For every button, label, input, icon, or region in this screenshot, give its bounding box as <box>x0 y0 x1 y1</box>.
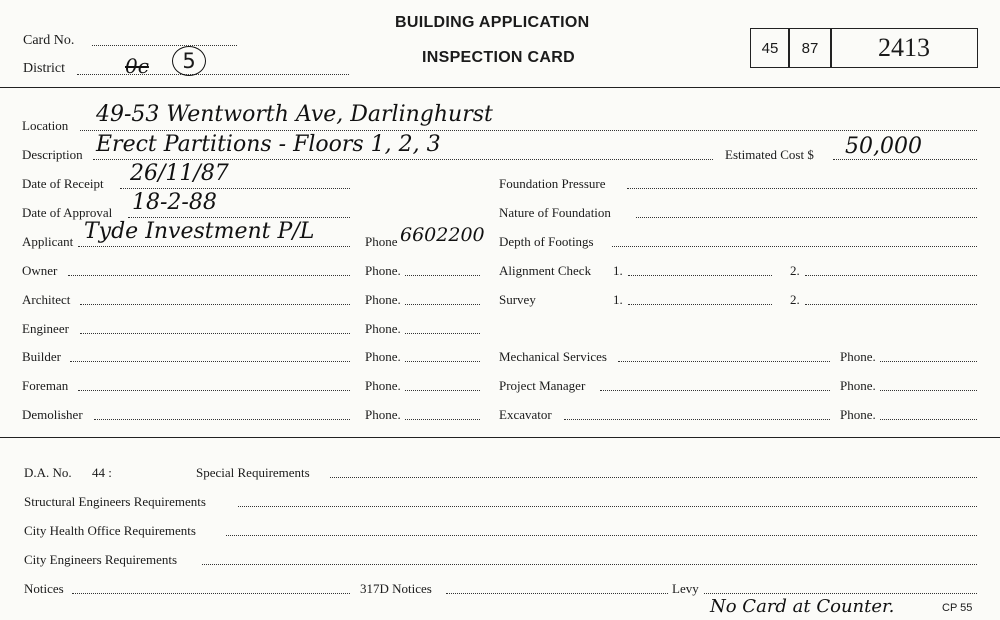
survey-1-label: 1. <box>613 292 623 307</box>
date-of-approval-label: Date of Approval <box>22 205 113 220</box>
excavator-phone-field[interactable] <box>880 419 977 420</box>
architect-phone-field[interactable] <box>405 304 480 305</box>
excavator-phone-label: Phone. <box>840 407 876 422</box>
date-of-approval-value: 18-2-88 <box>132 190 217 215</box>
project-manager-label: Project Manager <box>499 378 586 393</box>
foreman-label: Foreman <box>22 378 69 393</box>
notices-317d-label: 317D Notices <box>360 581 432 596</box>
architect-phone-label: Phone. <box>365 292 401 307</box>
foundation-pressure-field[interactable] <box>627 188 977 189</box>
owner-field[interactable] <box>68 275 350 276</box>
location-field[interactable] <box>80 130 977 131</box>
structural-engineers-field[interactable] <box>238 506 977 507</box>
ref-box-1: 45 <box>750 28 790 68</box>
description-field[interactable] <box>93 159 713 160</box>
mechanical-services-phone-field[interactable] <box>880 361 977 362</box>
estimated-cost-value: 50,000 <box>845 134 922 159</box>
date-of-receipt-value: 26/11/87 <box>130 161 229 186</box>
mechanical-services-label: Mechanical Services <box>499 349 607 364</box>
district-circled-value: 5 <box>172 46 206 76</box>
applicant-field[interactable] <box>78 246 350 247</box>
mechanical-services-phone-label: Phone. <box>840 349 876 364</box>
applicant-value: Tyde Investment P/L <box>84 219 315 244</box>
city-engineers-label: City Engineers Requirements <box>24 552 178 567</box>
depth-of-footings-field[interactable] <box>612 246 977 247</box>
levy-field[interactable] <box>704 593 977 594</box>
district-field[interactable] <box>77 74 349 75</box>
ref-box-2: 87 <box>788 28 832 68</box>
foreman-phone-label: Phone. <box>365 378 401 393</box>
alignment-check-1-label: 1. <box>613 263 623 278</box>
date-of-receipt-label: Date of Receipt <box>22 176 104 191</box>
structural-engineers-label: Structural Engineers Requirements <box>24 494 206 509</box>
estimated-cost-label: Estimated Cost $ <box>725 147 814 162</box>
owner-phone-label: Phone. <box>365 263 401 278</box>
date-of-receipt-field[interactable] <box>120 188 350 189</box>
applicant-phone-value: 6602200 <box>400 224 485 246</box>
card-no-field[interactable] <box>92 45 237 46</box>
owner-label: Owner <box>22 263 58 278</box>
card-no-label: Card No. <box>23 33 75 48</box>
handwritten-note: No Card at Counter. <box>710 596 895 617</box>
survey-2-label: 2. <box>790 292 800 307</box>
survey-label: Survey <box>499 292 536 307</box>
demolisher-phone-label: Phone. <box>365 407 401 422</box>
survey-1-field[interactable] <box>628 304 772 305</box>
excavator-field[interactable] <box>564 419 830 420</box>
builder-field[interactable] <box>70 361 350 362</box>
architect-label: Architect <box>22 292 71 307</box>
applicant-phone-label: Phone <box>365 234 398 249</box>
foundation-pressure-label: Foundation Pressure <box>499 176 606 191</box>
ref-box-3: 2413 <box>830 28 978 68</box>
builder-phone-label: Phone. <box>365 349 401 364</box>
owner-phone-field[interactable] <box>405 275 480 276</box>
alignment-check-1-field[interactable] <box>628 275 772 276</box>
location-value: 49-53 Wentworth Ave, Darlinghurst <box>96 102 493 127</box>
demolisher-phone-field[interactable] <box>405 419 480 420</box>
demolisher-field[interactable] <box>94 419 350 420</box>
alignment-check-label: Alignment Check <box>499 263 592 278</box>
notices-317d-field[interactable] <box>446 593 668 594</box>
city-engineers-field[interactable] <box>202 564 977 565</box>
form-code: CP 55 <box>942 602 973 614</box>
city-health-label: City Health Office Requirements <box>24 523 196 538</box>
architect-field[interactable] <box>80 304 350 305</box>
engineer-phone-field[interactable] <box>405 333 480 334</box>
form-title-line1: BUILDING APPLICATION <box>395 14 590 31</box>
notices-label: Notices <box>24 581 64 596</box>
levy-label: Levy <box>672 581 699 596</box>
district-struck-value: 0c <box>125 54 149 78</box>
demolisher-label: Demolisher <box>22 407 83 422</box>
da-no-label: D.A. No. <box>24 465 72 480</box>
builder-label: Builder <box>22 349 61 364</box>
description-value: Erect Partitions - Floors 1, 2, 3 <box>96 132 441 157</box>
excavator-label: Excavator <box>499 407 552 422</box>
alignment-check-2-label: 2. <box>790 263 800 278</box>
nature-of-foundation-label: Nature of Foundation <box>499 205 611 220</box>
foreman-phone-field[interactable] <box>405 390 480 391</box>
alignment-check-2-field[interactable] <box>805 275 977 276</box>
engineer-phone-label: Phone. <box>365 321 401 336</box>
engineer-label: Engineer <box>22 321 69 336</box>
depth-of-footings-label: Depth of Footings <box>499 234 594 249</box>
location-label: Location <box>22 118 69 133</box>
da-no-value: 44 : <box>92 465 112 480</box>
estimated-cost-field[interactable] <box>833 159 977 160</box>
city-health-field[interactable] <box>226 535 977 536</box>
builder-phone-field[interactable] <box>405 361 480 362</box>
engineer-field[interactable] <box>80 333 350 334</box>
date-of-approval-field[interactable] <box>128 217 350 218</box>
project-manager-phone-field[interactable] <box>880 390 977 391</box>
notices-field[interactable] <box>72 593 350 594</box>
mechanical-services-field[interactable] <box>618 361 830 362</box>
project-manager-field[interactable] <box>600 390 830 391</box>
survey-2-field[interactable] <box>805 304 977 305</box>
foreman-field[interactable] <box>78 390 350 391</box>
district-label: District <box>23 61 65 76</box>
special-requirements-label: Special Requirements <box>196 465 310 480</box>
nature-of-foundation-field[interactable] <box>636 217 977 218</box>
description-label: Description <box>22 147 83 162</box>
special-requirements-field[interactable] <box>330 477 977 478</box>
header-divider <box>0 87 1000 88</box>
form-title-line2: INSPECTION CARD <box>422 49 575 66</box>
project-manager-phone-label: Phone. <box>840 378 876 393</box>
section-divider <box>0 437 1000 438</box>
applicant-label: Applicant <box>22 234 74 249</box>
